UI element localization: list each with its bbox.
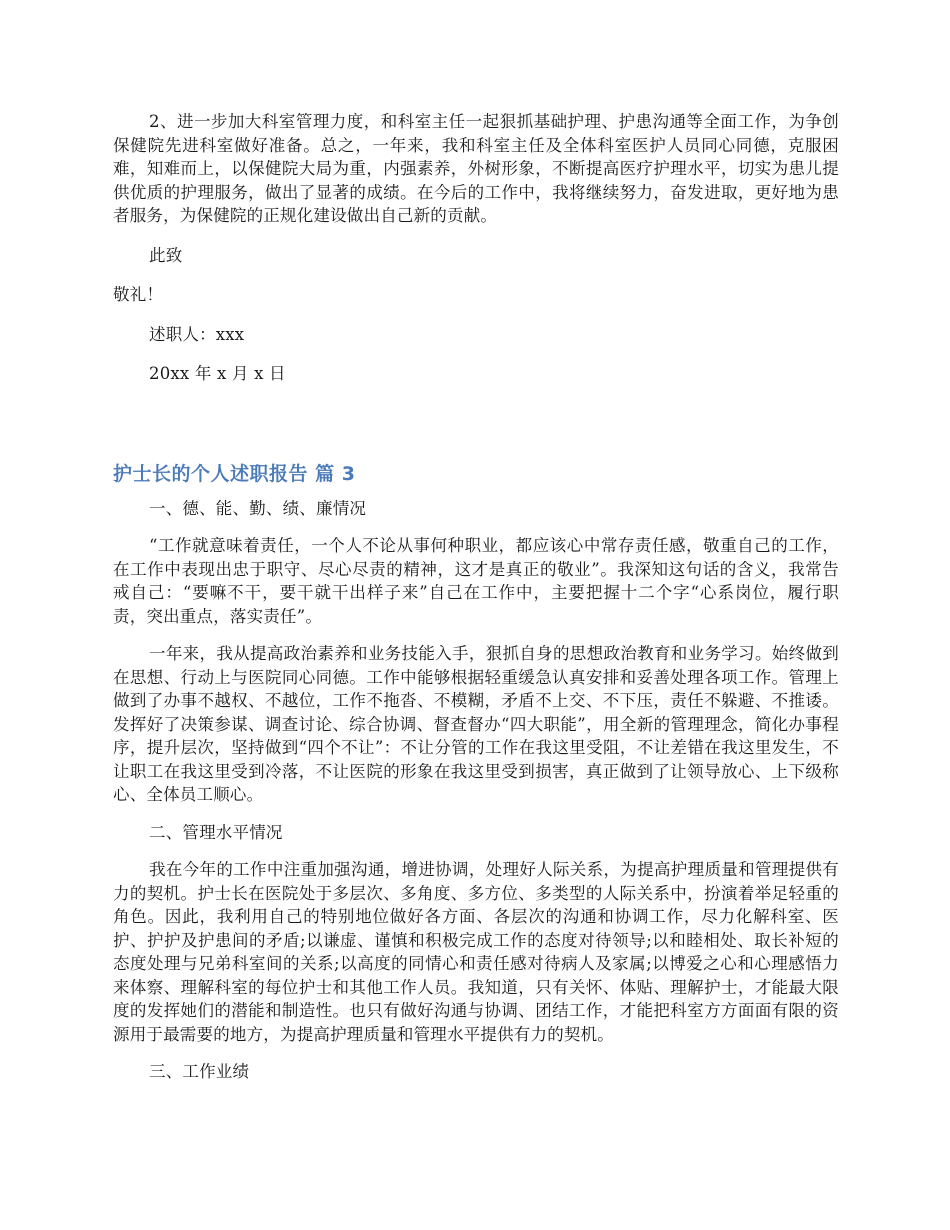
paragraph-1: “工作就意味着责任，一个人不论从事何种职业，都应该心中常存责任感，敬重自己的工作，在工作中表现出忠于职守、尽心尽责的精神，这才是真正的敬业”。我深知这句话的含义，我常告戒自己：“要嘛不干，要干就干出样子来”自己在工作中，主要把握十二个字“心系岗位，履行职责，突出重点，落实责任”。 (113, 536, 839, 626)
closing-cizhi: 此致 (149, 245, 183, 265)
subheading-2: 二、管理水平情况 (149, 822, 283, 842)
closing-jingli: 敬礼！ (113, 285, 164, 304)
date-line: 20xx 年 x 月 x 日 (149, 364, 286, 383)
subheading-1: 一、德、能、勤、绩、廉情况 (149, 498, 367, 518)
paragraph-2: 一年来，我从提高政治素养和业务技能入手，狠抓自身的思想政治教育和业务学习。始终做到在思想、行动上与医院同心同德。工作中能够根据轻重缓急认真安排和妥善处理各项工作。管理上做到了办事不越权、不越位，工作不拖沓、不模糊，矛盾不上交、不下压，责任不躲避、不推诿。发挥好了决策参谋、调查讨论、综合协调、督查督办“四大职能”，用全新的管理理念，简化办事程序，提升层次，坚持做到“四个不让”：不让分管的工作在我这里受阻，不让差错在我这里发生，不让职工在我这里受到冷落，不让医院的形象在我这里受到损害，真正做到了让领导放心、上下级称心、全体员工顺心。 (113, 644, 839, 804)
document-page (113, 110, 839, 1084)
paragraph-item-2: 2、进一步加大科室管理力度，和科室主任一起狠抓基础护理、护患沟通等全面工作，为争创保健院先进科室做好准备。总之，一年来，我和科室主任及全体科室医护人员同心同德，克服困难，知难而上，以保健院大局为重，内强素养，外树形象，不断提高医疗护理水平，切实为患儿提供优质的护理服务，做出了显著的成绩。在今后的工作中，我将继续努力，奋发进取，更好地为患者服务，为保健院的正规化建设做出自己新的贡献。 (113, 112, 839, 225)
paragraph-3: 我在今年的工作中注重加强沟通，增进协调，处理好人际关系，为提高护理质量和管理提供有力的契机。护士长在医院处于多层次、多角度、多方位、多类型的人际关系中，扮演着举足轻重的角色。因此，我利用自己的特别地位做好各方面、各层次的沟通和协调工作，尽力化解科室、医护、护护及护患间的矛盾;以谦虚、谨慎和积极完成工作的态度对待领导;以和睦相处、取长补短的态度处理与兄弟科室间的关系;以高度的同情心和责任感对待病人及家属;以博爱之心和心理感悟力来体察、理解科室的每位护士和其他工作人员。我知道，只有关怀、体贴、理解护士，才能最大限度的发挥她们的潜能和制造性。也只有做好沟通与协调、团结工作，才能把科室方方面面有限的资源用于最需要的地方，为提高护理质量和管理水平提供有力的契机。 (113, 860, 839, 1044)
signer-line: 述职人：xxx (149, 324, 245, 344)
section-title: 护士长的个人述职报告 篇 3 (113, 462, 356, 485)
subheading-3: 三、工作业绩 (149, 1062, 250, 1081)
